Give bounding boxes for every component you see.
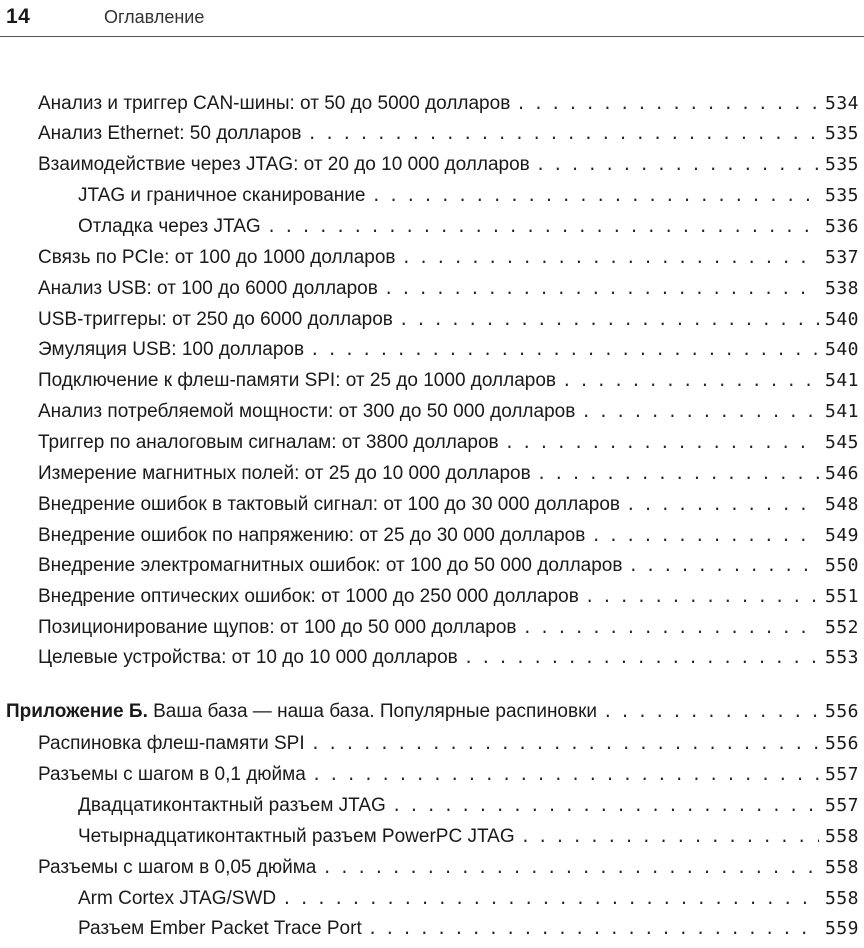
toc-entry[interactable] xyxy=(38,278,859,308)
toc-entry-page: 550 xyxy=(824,555,859,576)
toc-leader-dots xyxy=(626,495,819,514)
toc-entry-page: 534 xyxy=(824,93,859,114)
toc-entry[interactable] xyxy=(38,432,859,462)
toc-entry[interactable] xyxy=(38,339,859,369)
running-title: Оглавление xyxy=(104,7,205,27)
toc-entry[interactable] xyxy=(38,764,859,794)
toc-entry-title: Внедрение ошибок в тактовый сигнал: от 100 до 30 000 долларов xyxy=(38,494,620,515)
toc-entry-page: 551 xyxy=(824,586,859,607)
toc-entry-title: Двадцатиконтактный разъем JTAG xyxy=(78,795,386,816)
toc-subentry[interactable] xyxy=(78,185,859,215)
toc-leader-dots xyxy=(282,889,819,908)
toc-subentry[interactable] xyxy=(78,888,859,918)
toc-entry[interactable] xyxy=(38,93,859,123)
toc-entry-page: 535 xyxy=(824,185,859,206)
toc-entry-page: 558 xyxy=(824,857,859,878)
toc-entry-title: Анализ потребляемой мощности: от 300 до 50 000 долларов xyxy=(38,401,576,422)
toc-leader-dots xyxy=(628,556,819,575)
toc-entry-title: Внедрение ошибок по напряжению: от 25 до 30 000 долларов xyxy=(38,525,586,546)
toc-entry-title: Анализ Ethernet: 50 долларов xyxy=(38,123,302,144)
appendix-title: Ваша база — наша база. Популярные распиновки xyxy=(153,701,598,722)
toc-entry-page: 552 xyxy=(824,617,859,638)
toc-entry[interactable] xyxy=(38,463,859,493)
toc-subentry[interactable] xyxy=(78,826,859,856)
toc-entry-page: 537 xyxy=(824,247,859,268)
toc-entry-title: Arm Cortex JTAG/SWD xyxy=(78,888,277,909)
toc-entry-title: Позиционирование щупов: от 100 до 50 000 долларов xyxy=(38,617,517,638)
toc-entry-title: USB-триггеры: от 250 до 6000 долларов xyxy=(38,309,393,330)
toc-entry-title: Внедрение электромагнитных ошибок: от 100 до 50 000 долларов xyxy=(38,555,623,576)
toc-entry-title: Разъемы с шагом в 0,05 дюйма xyxy=(38,857,317,878)
toc-entry-title: Эмуляция USB: 100 долларов xyxy=(38,339,305,360)
toc-leader-dots xyxy=(562,371,819,390)
toc-leader-dots xyxy=(536,155,819,174)
toc-entry-page: 546 xyxy=(824,463,859,484)
toc-entry[interactable] xyxy=(38,647,859,677)
toc-entry-title: Связь по PCIe: от 100 до 1000 долларов xyxy=(38,247,396,268)
toc-leader-dots xyxy=(585,587,819,606)
toc-entry[interactable] xyxy=(38,370,859,400)
toc-leader-dots xyxy=(516,94,819,113)
toc-leader-dots xyxy=(402,248,819,267)
toc-entry[interactable] xyxy=(38,309,859,339)
toc-entry-title: Целевые устройства: от 10 до 10 000 долларов xyxy=(38,647,458,668)
toc-entry[interactable] xyxy=(38,617,859,647)
toc-subentry[interactable] xyxy=(78,216,859,246)
toc-entry-page: 541 xyxy=(824,401,859,422)
toc-entry-page: 545 xyxy=(824,432,859,453)
toc-entry-title: Отладка через JTAG xyxy=(78,216,261,237)
toc-entry-title: Внедрение оптических ошибок: от 1000 до 250 000 долларов xyxy=(38,586,579,607)
toc-entry[interactable] xyxy=(38,401,859,431)
toc-entry-page: 548 xyxy=(824,494,859,515)
toc-leader-dots xyxy=(307,124,819,143)
toc-leader-dots xyxy=(505,433,819,452)
toc-entry-page: 535 xyxy=(824,123,859,144)
toc-entry-title: JTAG и граничное сканирование xyxy=(78,185,366,206)
toc-entry-title: Подключение к флеш-памяти SPI: от 25 до 1000 долларов xyxy=(38,370,556,391)
toc-entry-page: 549 xyxy=(824,525,859,546)
toc-leader-dots xyxy=(311,734,819,753)
toc-entry-page: 541 xyxy=(824,370,859,391)
toc-entry-page: 553 xyxy=(824,647,859,668)
toc-entry[interactable] xyxy=(38,586,859,616)
toc-entry-page: 536 xyxy=(824,216,859,237)
toc-entry[interactable] xyxy=(38,857,859,887)
toc-leader-dots xyxy=(312,765,819,784)
toc-entry[interactable] xyxy=(38,247,859,277)
toc-leader-dots xyxy=(399,310,819,329)
toc-leader-dots xyxy=(267,217,819,236)
toc-entry-page: 557 xyxy=(824,764,859,785)
toc-entry-title: Распиновка флеш-памяти SPI xyxy=(38,733,305,754)
toc-entry-page: 540 xyxy=(824,339,859,360)
toc-entry-title: Измерение магнитных полей: от 25 до 10 000 долларов xyxy=(38,463,531,484)
toc-appendix-heading[interactable] xyxy=(6,701,859,731)
toc-leader-dots xyxy=(392,796,819,815)
page-number: 14 xyxy=(6,5,31,28)
appendix-label: Приложение Б. xyxy=(6,701,148,722)
toc-entry-page: 556 xyxy=(824,701,859,722)
toc-entry-page: 558 xyxy=(824,888,859,909)
toc-entry-title: Триггер по аналоговым сигналам: от 3800 долларов xyxy=(38,432,499,453)
toc-entry-page: 538 xyxy=(824,278,859,299)
toc-entry[interactable] xyxy=(38,733,859,763)
toc-entry[interactable] xyxy=(38,123,859,153)
toc-leader-dots xyxy=(310,340,819,359)
toc-leader-dots xyxy=(537,464,819,483)
toc-leader-dots xyxy=(523,618,819,637)
toc-leader-dots xyxy=(581,402,819,421)
toc-entry[interactable] xyxy=(38,154,859,184)
toc-leader-dots xyxy=(521,827,819,846)
toc-leader-dots xyxy=(371,186,819,205)
toc-entry-page: 540 xyxy=(824,309,859,330)
toc-leader-dots xyxy=(591,526,819,545)
toc-entry-title: Анализ USB: от 100 до 6000 долларов xyxy=(38,278,378,299)
toc-entry-title: Анализ и триггер CAN-шины: от 50 до 5000 долларов xyxy=(38,93,511,114)
toc-leader-dots xyxy=(464,648,819,667)
toc-leader-dots xyxy=(322,858,819,877)
toc-entry-title xyxy=(6,701,597,723)
toc-entry-title: Взаимодействие через JTAG: от 20 до 10 000 долларов xyxy=(38,154,530,175)
toc-entry-page: 556 xyxy=(824,733,859,754)
toc-entry-title: Четырнадцатиконтактный разъем PowerPC JTAG xyxy=(78,826,515,847)
toc-entry[interactable] xyxy=(38,525,859,555)
toc-leader-dots xyxy=(368,919,819,938)
toc-entry[interactable] xyxy=(38,494,859,524)
toc-entry-page: 557 xyxy=(824,795,859,816)
toc-leader-dots xyxy=(603,702,819,721)
toc-subentry[interactable] xyxy=(78,795,859,825)
toc-entry-page: 535 xyxy=(824,154,859,175)
toc-entry-title: Разъем Ember Packet Trace Port xyxy=(78,918,362,939)
toc-leader-dots xyxy=(384,279,819,298)
toc-entry[interactable] xyxy=(38,555,859,585)
toc-entry-title: Разъемы с шагом в 0,1 дюйма xyxy=(38,764,306,785)
toc-entry-page: 559 xyxy=(824,918,859,939)
toc-entry-page: 558 xyxy=(824,826,859,847)
